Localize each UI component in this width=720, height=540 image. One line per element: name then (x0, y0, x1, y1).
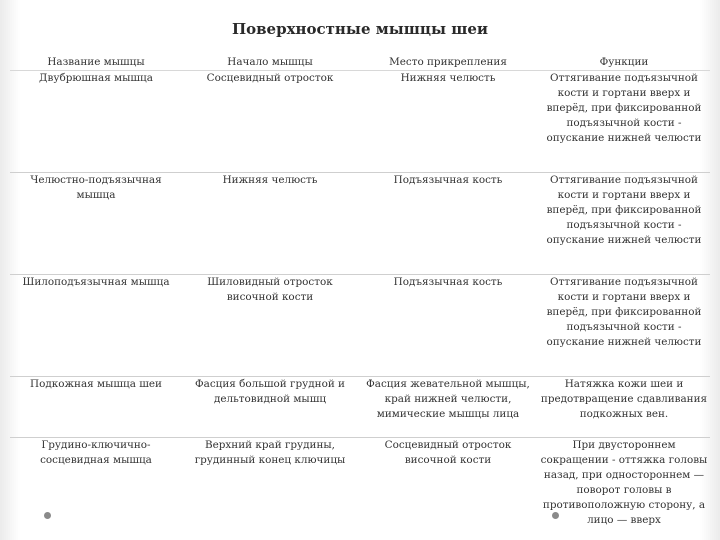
header-origin: Начало мышцы (182, 55, 358, 71)
table-row (10, 173, 710, 275)
cell-muscle-name: Шилоподъязычная мышца (10, 275, 182, 377)
cell-muscle-name: Грудино-ключично- сосцевидная мышца (40, 439, 152, 466)
cell-functions: Оттягивание подъязычной кости и гортани вверх и вперёд, при фиксированной подъязычной кости - опускание нижней челюсти (538, 173, 710, 275)
cell-insertion: Подъязычная кость (358, 275, 538, 377)
cell-origin: Нижняя челюсть (182, 173, 358, 275)
table-header-row (10, 55, 710, 71)
header-functions: Функции (538, 55, 710, 71)
cell-origin: Сосцевидный отросток (182, 71, 358, 173)
cell-muscle-name: Двубрюшная мышца (10, 71, 182, 173)
table-row (10, 275, 710, 377)
cell-muscle-name: Подкожная мышца шеи (10, 377, 182, 438)
muscles-table (10, 55, 710, 528)
table-row (10, 71, 710, 173)
table-row (10, 377, 710, 438)
cell-functions: Оттягивание подъязычной кости и гортани вверх и вперёд, при фиксированной подъязычной кости - опускание нижней челюсти (538, 275, 710, 377)
cell-insertion: Сосцевидный отросток височной кости (384, 439, 512, 466)
cell-functions: Натяжка кожи шеи и предотвращение сдавливания подкожных вен. (538, 377, 710, 438)
cell-muscle-name: Челюстно-подъязычная мышца (10, 173, 182, 275)
bullet-dot-icon (44, 512, 51, 519)
slide-title: Поверхностные мышцы шеи (231, 20, 489, 38)
header-insertion: Место прикрепления (358, 55, 538, 71)
table-row (10, 438, 710, 529)
cell-insertion: Фасция жевательной мышцы, край нижней челюсти, мимические мышцы лица (358, 377, 538, 438)
bullet-dot-icon (552, 512, 559, 519)
cell-functions: Оттягивание подъязычной кости и гортани вверх и вперёд, при фиксированной подъязычной кости - опускание нижней челюсти (538, 71, 710, 173)
cell-origin: Шиловидный отросток височной кости (182, 275, 358, 377)
cell-insertion: Нижняя челюсть (358, 71, 538, 173)
cell-origin: Верхний край грудины, грудинный конец ключицы (194, 439, 346, 466)
cell-insertion: Подъязычная кость (358, 173, 538, 275)
cell-functions: При двустороннем сокращении - оттяжка головы назад, при одностороннем — поворот головы в противоположную сторону, а лицо — вверх (540, 439, 708, 526)
header-muscle-name: Название мышцы (10, 55, 182, 71)
cell-origin: Фасция большой грудной и дельтовидной мышц (182, 377, 358, 438)
